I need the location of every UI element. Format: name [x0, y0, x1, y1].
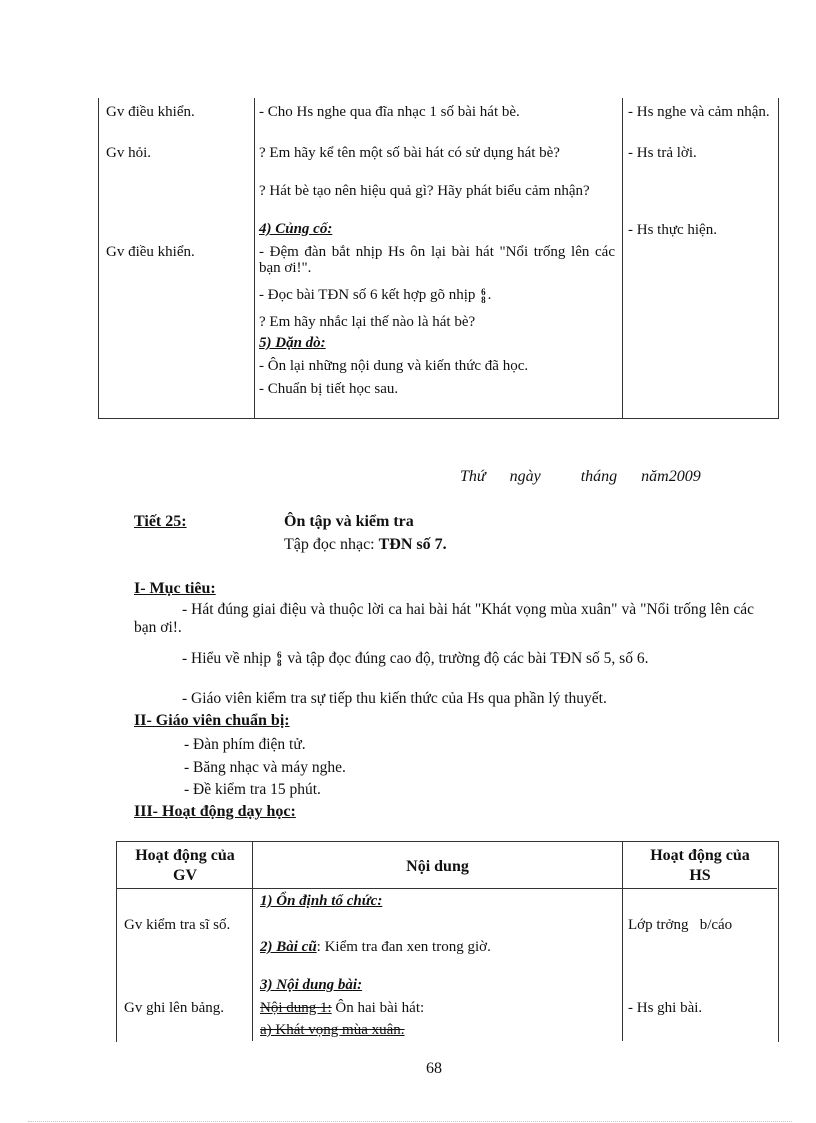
- table1-hs-cell: - Hs thực hiện.: [628, 222, 717, 238]
- time-signature-6-8: [277, 651, 282, 667]
- table1-content-cell: [259, 287, 491, 304]
- objective-3-text: - Giáo viên kiểm tra sự tiếp thu kiến thức của Hs qua phần lý thuyết.: [182, 690, 607, 707]
- objective-3: [134, 690, 754, 708]
- lesson-label: Tiết 25:: [134, 513, 187, 530]
- table1-content-cell: ? Em hãy kể tên một số bài hát có sử dụng hát bè?: [259, 145, 560, 161]
- objective-2: [134, 648, 754, 670]
- table2-content-cell: [260, 1000, 424, 1016]
- time-sig-top: 6: [481, 286, 486, 297]
- lesson-title: Ôn tập và kiểm tra: [284, 513, 414, 530]
- lesson-subtitle: [284, 536, 447, 554]
- content-text: Ôn hai bài hát:: [331, 1000, 425, 1016]
- objective-1: [134, 601, 754, 637]
- prep-item: - Đề kiểm tra 15 phút.: [184, 781, 321, 798]
- table1-gv-cell: Gv điều khiển.: [106, 244, 195, 260]
- section-heading-muc-tieu: I- Mục tiêu:: [134, 580, 216, 597]
- content-label: Nội dung 1:: [260, 1000, 332, 1016]
- objective-2-prefix: - Hiểu về nhịp: [182, 650, 272, 667]
- table1-col-divider-1: [254, 98, 255, 418]
- objective-2-suffix: và tập đọc đúng cao độ, trường độ các bài TĐN số 5, số 6.: [287, 650, 649, 667]
- table1-content-cell: - Đệm đàn bắt nhịp Hs ôn lại bài hát "Nổi trống lên các bạn ơi!".: [259, 244, 615, 276]
- time-sig-bottom: 8: [276, 658, 282, 669]
- section-heading-hoat-dong: III- Hoạt động dạy học:: [134, 803, 296, 820]
- date-line: Thứ ngày tháng năm2009: [460, 468, 701, 485]
- table1-gv-cell: Gv điều khiển.: [106, 104, 195, 120]
- table1-content-cell: ? Em hãy nhắc lại thế nào là hát bè?: [259, 314, 476, 330]
- section-heading-chuan-bi: II- Giáo viên chuẩn bị:: [134, 712, 290, 729]
- table2-col-divider-2: [622, 841, 623, 1041]
- section-heading-bai-cu: 2) Bài cũ: [260, 939, 317, 955]
- table1-content-cell: - Ôn lại những nội dung và kiến thức đã học.: [259, 358, 529, 374]
- content-text: : Kiểm tra đan xen trong giờ.: [316, 939, 491, 955]
- table2-hs-cell: - Hs ghi bài.: [628, 1000, 703, 1016]
- page-bottom-divider: [28, 1121, 792, 1122]
- table2-header-divider: [116, 888, 777, 889]
- table2-gv-cell: Gv ghi lên bảng.: [124, 1000, 224, 1016]
- table1-content-cell: ? Hát bè tạo nên hiệu quả gì? Hãy phát biểu cảm nhận?: [259, 183, 590, 199]
- table2-header-hs: Hoạt động của HS: [650, 847, 750, 884]
- table2-content-cell: [260, 939, 491, 955]
- section-heading-on-dinh: 1) Ổn định tổ chức:: [260, 893, 383, 909]
- table2-content-cell: a) Khát vọng mùa xuân.: [260, 1022, 405, 1038]
- table1-hs-cell: - Hs nghe và cảm nhận.: [628, 104, 770, 120]
- table2-header-content: Nội dung: [406, 858, 469, 875]
- table2-gv-cell: Gv kiểm tra sĩ số.: [124, 917, 231, 933]
- section-heading-noi-dung-bai: 3) Nội dung bài:: [260, 977, 363, 993]
- prep-item: - Băng nhạc và máy nghe.: [184, 759, 346, 776]
- table1-col-divider-2: [622, 98, 623, 418]
- time-sig-top: 6: [276, 650, 282, 661]
- table2-header-gv: Hoạt động của GV: [135, 847, 235, 884]
- content-text: - Đọc bài TĐN số 6 kết hợp gõ nhịp: [259, 287, 476, 303]
- page-number: 68: [426, 1060, 442, 1077]
- table1-content-cell: - Cho Hs nghe qua đĩa nhạc 1 số bài hát bè.: [259, 104, 520, 120]
- table1-content-cell: - Chuẩn bị tiết học sau.: [259, 381, 399, 397]
- table2-hs-cell: Lớp trởng b/cáo: [628, 917, 733, 933]
- subtitle-prefix: Tập đọc nhạc:: [284, 536, 375, 553]
- prep-item: - Đàn phím điện tử.: [184, 736, 306, 753]
- objective-1-text: - Hát đúng giai điệu và thuộc lời ca hai bài hát "Khát vọng mùa xuân" và "Nổi trống lên các bạn ơi!.: [134, 601, 754, 636]
- time-sig-bottom: 8: [481, 294, 486, 305]
- subtitle-bold: TĐN số 7.: [378, 536, 447, 553]
- content-text: .: [487, 287, 492, 303]
- section-heading-cung-co: 4) Củng cố:: [259, 221, 333, 237]
- table1-gv-cell: Gv hỏi.: [106, 145, 151, 161]
- table1-hs-cell: - Hs trả lời.: [628, 145, 697, 161]
- time-signature-6-8: [481, 288, 486, 304]
- section-heading-dan-do: 5) Dặn dò:: [259, 335, 326, 351]
